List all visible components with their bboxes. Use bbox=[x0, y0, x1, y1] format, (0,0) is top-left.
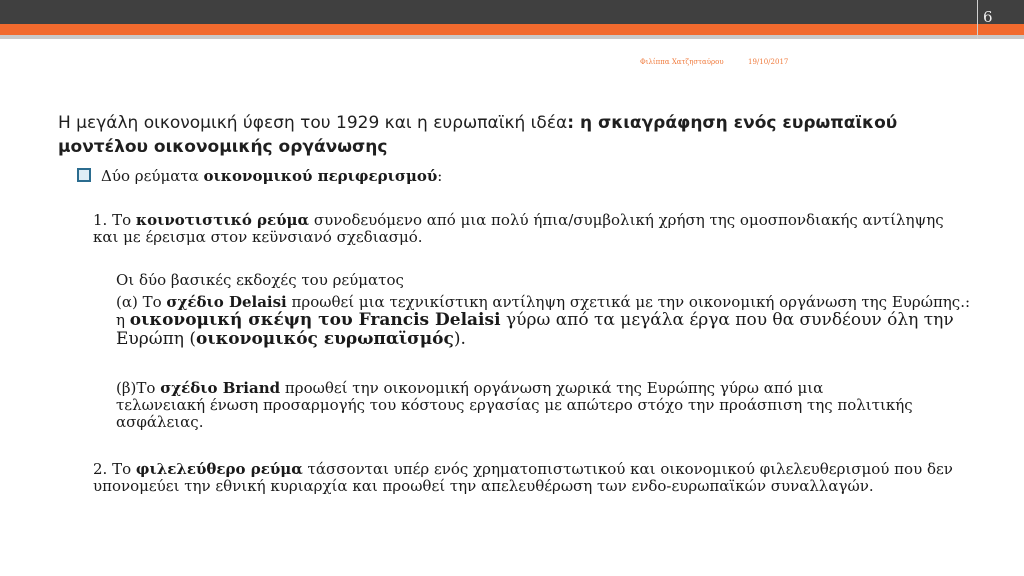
p5-text-2: τάσσονται υπέρ ενός χρηματοπιστωτικού και οικονομικού φιλελευθερισμού που δεν υπονομεύει την εθνική κυριαρχία και προωθεί την απελευθέρωση των ενδο-ευρωπαϊκών συναλλαγών. bbox=[93, 460, 953, 495]
p1-text-1: 1. Το bbox=[93, 211, 136, 229]
p1-text-2: συνοδευόμενο από μια πολύ ήπια/συμβολική χρήση της ομοσπονδιακής αντίληψης και με έρεισμα στον κεϋνσιανό σχεδιασμό. bbox=[93, 211, 944, 246]
p3-text-1: (α) Το bbox=[116, 293, 167, 311]
title-part-1: Η μεγάλη οικονομική ύφεση του 1929 και η ευρωπαϊκή ιδέα bbox=[58, 113, 568, 133]
paragraph-liberal-current bbox=[93, 461, 973, 495]
slide-title bbox=[58, 111, 958, 159]
p2-text-1: Οι δύο βασικές εκδοχές του ρεύματος bbox=[116, 271, 404, 289]
p5-bold-1: φιλελεύθερο ρεύμα bbox=[135, 460, 303, 478]
header-bar-gray bbox=[0, 35, 1024, 39]
page-number: 6 bbox=[983, 8, 993, 26]
p5-text-1: 2. Το bbox=[93, 460, 136, 478]
p4-text-1: (β)Το bbox=[116, 379, 161, 397]
bullet-bold: οικονομικού περιφερισμού bbox=[203, 167, 438, 185]
bullet-text-1: Δύο ρεύματα bbox=[101, 167, 204, 185]
p3-text-3: γύρω από τα μεγάλα έργα που θα συνδέουν όλη την Ευρώπη ( bbox=[116, 310, 954, 349]
checkbox-bullet-icon bbox=[77, 168, 91, 182]
p3-bold-2: οικονομική σκέψη του Francis Delaisi bbox=[129, 310, 501, 330]
bullet-text-2: : bbox=[437, 167, 443, 185]
title-part-2: : η σκιαγράφηση ενός ευρωπαϊκού μοντέλου οικονομικής οργάνωσης bbox=[58, 113, 898, 157]
paragraph-delaisi-plan bbox=[116, 294, 976, 349]
header-bar-dark bbox=[0, 0, 1024, 24]
p3-text-4: ). bbox=[453, 329, 466, 349]
header-divider bbox=[977, 0, 978, 39]
author-label: Φιλίππα Χατζησταύρου bbox=[640, 58, 724, 66]
p3-text-2: προωθεί μια τεχνικίστικη αντίληψη σχετικά με την οικονομική οργάνωση της Ευρώπης.: η bbox=[116, 293, 971, 329]
p1-bold-1: κοινοτιστικό ρεύμα bbox=[135, 211, 310, 229]
date-label: 19/10/2017 bbox=[748, 58, 789, 66]
p3-bold-3: οικονομικός ευρωπαϊσμός bbox=[196, 329, 454, 349]
p3-bold-1: σχέδιο Delaisi bbox=[166, 293, 287, 311]
p4-text-2: προωθεί την οικονομική οργάνωση χωρικά της Ευρώπης γύρω από μια τελωνειακή ένωση προσαρμογής του κόστους εργασίας με απώτερο στόχο την προάσπιση της πολιτικής ασφάλειας. bbox=[116, 379, 913, 431]
header-bar-accent bbox=[0, 24, 1024, 35]
bullet-item bbox=[77, 167, 442, 185]
paragraph-communitarian-current bbox=[93, 212, 953, 246]
paragraph-briand-plan bbox=[116, 380, 916, 431]
paragraph-two-versions bbox=[116, 272, 916, 289]
p4-bold-1: σχέδιο Briand bbox=[160, 379, 281, 397]
